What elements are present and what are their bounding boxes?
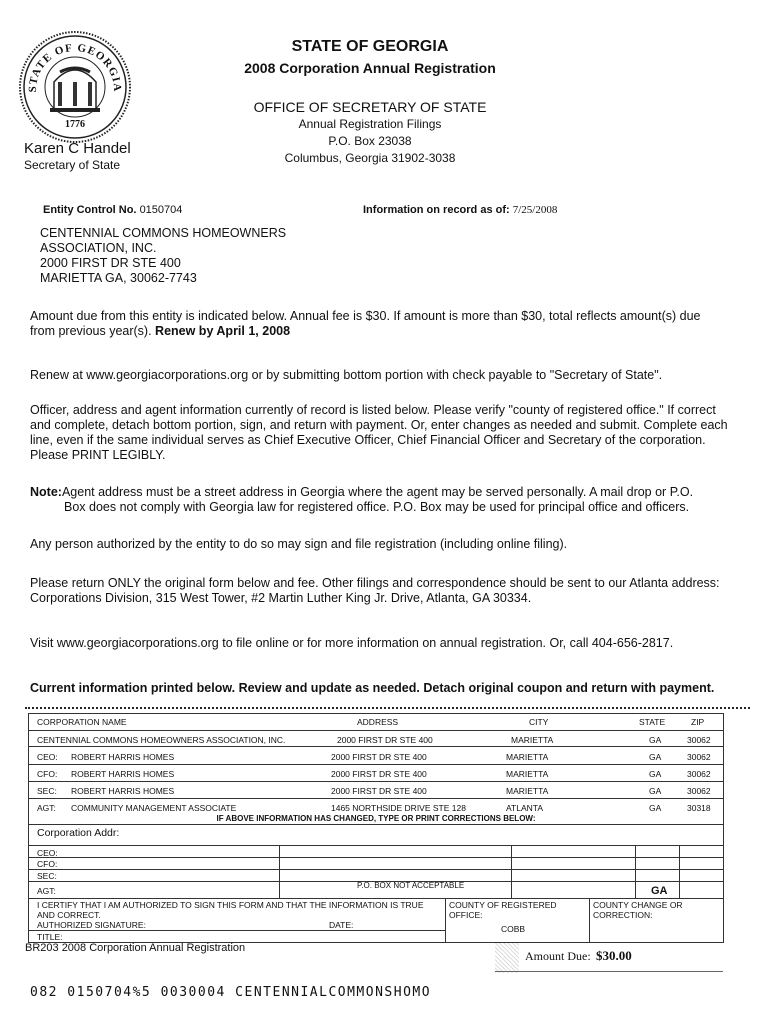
note-paragraph [30, 485, 730, 515]
seal-top-text: STATE OF GEORGIA [26, 41, 124, 93]
officer-state: GA [649, 752, 662, 762]
corp-address: 2000 FIRST DR STE 400 [337, 735, 433, 745]
entity-control-label: Entity Control No. [43, 204, 137, 216]
officer-role: SEC: [37, 786, 57, 796]
renew-deadline: Renew by April 1, 2008 [155, 324, 291, 338]
amount-paragraph-line1: Amount due from this entity is indicated below. Annual fee is $30. If amount is more than $30, total reflects amount(s) due [30, 309, 701, 323]
signature-field[interactable] [29, 912, 319, 930]
record-date-label: Information on record as of: [363, 204, 510, 216]
officer-address: 2000 FIRST DR STE 400 [331, 786, 427, 796]
entity-line: 2000 FIRST DR STE 400 [40, 256, 181, 270]
secretary-title: Secretary of State [24, 158, 121, 172]
officer-zip: 30062 [687, 786, 711, 796]
cfo-correction-field[interactable] [29, 857, 723, 869]
date-label: DATE: [329, 920, 354, 930]
signature-label: AUTHORIZED SIGNATURE: [37, 920, 146, 930]
amount-due-label: Amount Due: [525, 949, 591, 963]
officer-zip: 30062 [687, 752, 711, 762]
col-header-name: CORPORATION NAME [37, 717, 127, 727]
officer-name: COMMUNITY MANAGEMENT ASSOCIATE [71, 803, 237, 813]
officer-address: 1465 NORTHSIDE DRIVE STE 128 [331, 803, 466, 813]
officer-state: GA [649, 786, 662, 796]
amount-paragraph-line2: from previous year(s). [30, 324, 152, 338]
office-address-line-1: Annual Registration Filings [298, 117, 442, 131]
ceo-correction-field[interactable] [29, 845, 723, 857]
corp-zip: 30062 [687, 735, 711, 745]
note-line2: Box does not comply with Georgia law for registered office. P.O. Box may be used for principal office and officers. [64, 500, 690, 514]
seal-year: 1776 [65, 119, 85, 130]
agt-state: GA [651, 885, 668, 897]
renew-paragraph: Renew at www.georgiacorporations.org or by submitting bottom portion with check payable to "Secretary of State". [30, 368, 663, 382]
changes-heading: IF ABOVE INFORMATION HAS CHANGED, TYPE OR PRINT CORRECTIONS BELOW: [216, 814, 536, 823]
officer-name: ROBERT HARRIS HOMES [71, 769, 175, 779]
officer-city: ATLANTA [506, 803, 543, 813]
officer-role: AGT: [37, 803, 56, 813]
ceo-correction-label: CEO: [37, 848, 58, 858]
agt-correction-field[interactable] [29, 881, 723, 898]
county-value: COBB [501, 924, 526, 934]
amount-due-value: $30.00 [596, 948, 632, 963]
title-label: TITLE: [37, 932, 63, 942]
county-change-label: COUNTY CHANGE OR CORRECTION: [593, 900, 683, 920]
office-address-line-3: Columbus, Georgia 31902-3038 [284, 151, 456, 165]
officer-paragraph: Officer, address and agent information currently of record is listed below. Please verify "county of registered office." If correct and complete, detach bottom portion, sign, and return with payment. Or, enter changes as needed and submit. Complete each line, even if the same individual serves as Chief Executive Officer, Chief Financial Officer and Secretary of the corporation. Please PRINT LEGIBLY. [30, 403, 728, 462]
office-name: OFFICE OF SECRETARY OF STATE [253, 99, 487, 115]
officer-name: ROBERT HARRIS HOMES [71, 752, 175, 762]
po-box-note: P.O. BOX NOT ACCEPTABLE [357, 881, 465, 890]
county-label: COUNTY OF REGISTERED OFFICE: [449, 900, 557, 920]
officer-state: GA [649, 769, 662, 779]
officer-role: CFO: [37, 769, 58, 779]
entity-address-block [40, 226, 286, 286]
note-line1: Agent address must be a street address in Georgia where the agent may be served personally. A mail drop or P.O. [61, 485, 694, 499]
record-date [363, 204, 557, 216]
corp-name: CENTENNIAL COMMONS HOMEOWNERS ASSOCIATION, INC. [37, 735, 286, 745]
officer-city: MARIETTA [506, 786, 549, 796]
col-header-state: STATE [639, 717, 666, 727]
page-title: STATE OF GEORGIA [291, 38, 449, 55]
agt-correction-label: AGT: [37, 886, 56, 896]
entity-line: ASSOCIATION, INC. [40, 241, 157, 255]
col-header-city: CITY [529, 717, 549, 727]
detach-line [25, 707, 750, 709]
officer-city: MARIETTA [506, 769, 549, 779]
county-change-field[interactable] [589, 898, 723, 943]
cfo-correction-label: CFO: [37, 859, 58, 869]
corp-state: GA [649, 735, 662, 745]
col-header-address: ADDRESS [357, 717, 399, 727]
entity-line: MARIETTA GA, 30062-7743 [40, 271, 197, 285]
form-id: BR203 2008 Corporation Annual Registration [25, 942, 246, 954]
corp-addr-field[interactable] [29, 824, 723, 845]
officer-state: GA [649, 803, 662, 813]
visit-paragraph: Visit www.georgiacorporations.org to file online or for more information on annual registration. Or, call 404-656-2817. [30, 636, 674, 650]
amount-paragraph [30, 309, 730, 339]
officer-name: ROBERT HARRIS HOMES [71, 786, 175, 796]
date-field[interactable] [324, 912, 444, 930]
record-date-value: 7/25/2008 [512, 204, 558, 216]
authorized-paragraph: Any person authorized by the entity to do so may sign and file registration (including online filing). [30, 537, 568, 551]
coupon-form [28, 713, 724, 943]
amount-due-box [495, 943, 723, 972]
corp-city: MARIETTA [511, 735, 554, 745]
corp-addr-label: Corporation Addr: [37, 827, 120, 839]
officer-zip: 30062 [687, 769, 711, 779]
col-header-zip: ZIP [691, 717, 705, 727]
officer-role: CEO: [37, 752, 58, 762]
officer-address: 2000 FIRST DR STE 400 [331, 752, 427, 762]
sec-correction-label: SEC: [37, 871, 57, 881]
form-subtitle: 2008 Corporation Annual Registration [244, 60, 496, 76]
coupon-heading: Current information printed below. Review and update as needed. Detach original coupon and return with payment. [30, 681, 715, 695]
return-paragraph: Please return ONLY the original form below and fee. Other filings and correspondence should be sent to our Atlanta address: Corporations Division, 315 West Tower, #2 Martin Luther King Jr. Drive, Atlanta, GA 30334. [30, 576, 720, 605]
entity-control-number: 0150704 [139, 204, 183, 216]
sec-correction-field[interactable] [29, 869, 723, 881]
officer-address: 2000 FIRST DR STE 400 [331, 769, 427, 779]
ocr-scan-line: 082 0150704%5 0030004 CENTENNIALCOMMONSHOMO [30, 985, 432, 1000]
officer-city: MARIETTA [506, 752, 549, 762]
note-label: Note: [30, 485, 62, 499]
secretary-name: Karen C Handel [24, 140, 131, 157]
officer-zip: 30318 [687, 803, 711, 813]
certify-statement: I CERTIFY THAT I AM AUTHORIZED TO SIGN THIS FORM AND THAT THE INFORMATION IS TRUE AND CORRECT. [37, 900, 424, 920]
entity-control [43, 204, 182, 216]
office-address-line-2: P.O. Box 23038 [328, 134, 412, 148]
entity-line: CENTENNIAL COMMONS HOMEOWNERS [40, 226, 287, 240]
